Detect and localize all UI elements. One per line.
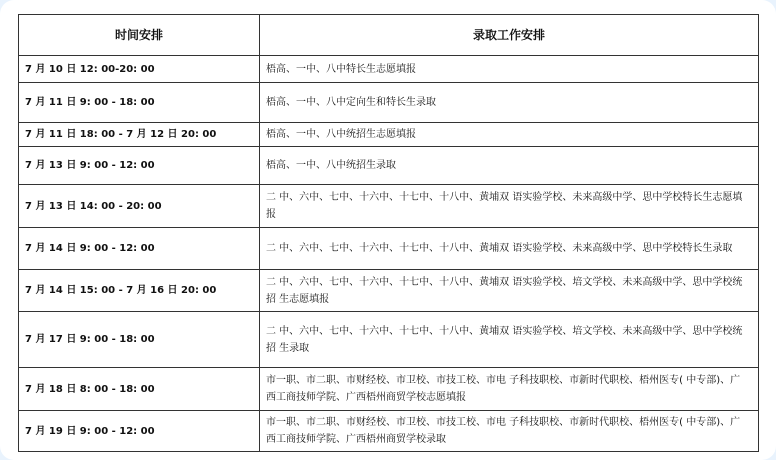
table-row	[19, 270, 759, 312]
plan-cell: 梧高、一中、八中统招生志愿填报	[260, 123, 759, 147]
time-cell: 7 月 10 日 12: 00-20: 00	[19, 56, 260, 83]
table-row	[19, 83, 759, 123]
header-plan: 录取工作安排	[260, 15, 759, 56]
plan-cell: 市一职、市二职、市财经校、市卫校、市技工校、市电 子科技职校、市新时代职校、梧州医专( 中专部)、广 西工商技师学院、广西梧州商贸学校录取	[260, 411, 759, 452]
plan-cell: 二 中、六中、七中、十六中、十七中、十八中、黄埔双 语实验学校、未来高级中学、思中学校特长生录取	[260, 228, 759, 270]
table-row	[19, 368, 759, 411]
plan-cell: 梧高、一中、八中定向生和特长生录取	[260, 83, 759, 123]
plan-cell: 梧高、一中、八中特长生志愿填报	[260, 56, 759, 83]
admission-schedule-table	[18, 14, 759, 452]
table-row	[19, 411, 759, 452]
table-row	[19, 228, 759, 270]
time-cell: 7 月 11 日 18: 00 - 7 月 12 日 20: 00	[19, 123, 260, 147]
time-cell: 7 月 14 日 15: 00 - 7 月 16 日 20: 00	[19, 270, 260, 312]
table-row	[19, 123, 759, 147]
time-cell: 7 月 13 日 9: 00 - 12: 00	[19, 147, 260, 185]
table-row	[19, 56, 759, 83]
time-cell: 7 月 11 日 9: 00 - 18: 00	[19, 83, 260, 123]
time-cell: 7 月 17 日 9: 00 - 18: 00	[19, 312, 260, 368]
plan-cell: 二 中、六中、七中、十六中、十七中、十八中、黄埔双 语实验学校、未来高级中学、思中学校特长生志愿填报	[260, 185, 759, 228]
time-cell: 7 月 13 日 14: 00 - 20: 00	[19, 185, 260, 228]
table-row	[19, 147, 759, 185]
table-row	[19, 185, 759, 228]
plan-cell: 二 中、六中、七中、十六中、十七中、十八中、黄埔双 语实验学校、培文学校、未来高级中学、思中学校统招 生志愿填报	[260, 270, 759, 312]
time-cell: 7 月 14 日 9: 00 - 12: 00	[19, 228, 260, 270]
table-row	[19, 312, 759, 368]
plan-cell: 市一职、市二职、市财经校、市卫校、市技工校、市电 子科技职校、市新时代职校、梧州医专( 中专部)、广 西工商技师学院、广西梧州商贸学校志愿填报	[260, 368, 759, 411]
header-time: 时间安排	[19, 15, 260, 56]
plan-cell: 梧高、一中、八中统招生录取	[260, 147, 759, 185]
plan-cell: 二 中、六中、七中、十六中、十七中、十八中、黄埔双 语实验学校、培文学校、未来高级中学、思中学校统招 生录取	[260, 312, 759, 368]
table-header-row	[19, 15, 759, 56]
time-cell: 7 月 18 日 8: 00 - 18: 00	[19, 368, 260, 411]
time-cell: 7 月 19 日 9: 00 - 12: 00	[19, 411, 260, 452]
